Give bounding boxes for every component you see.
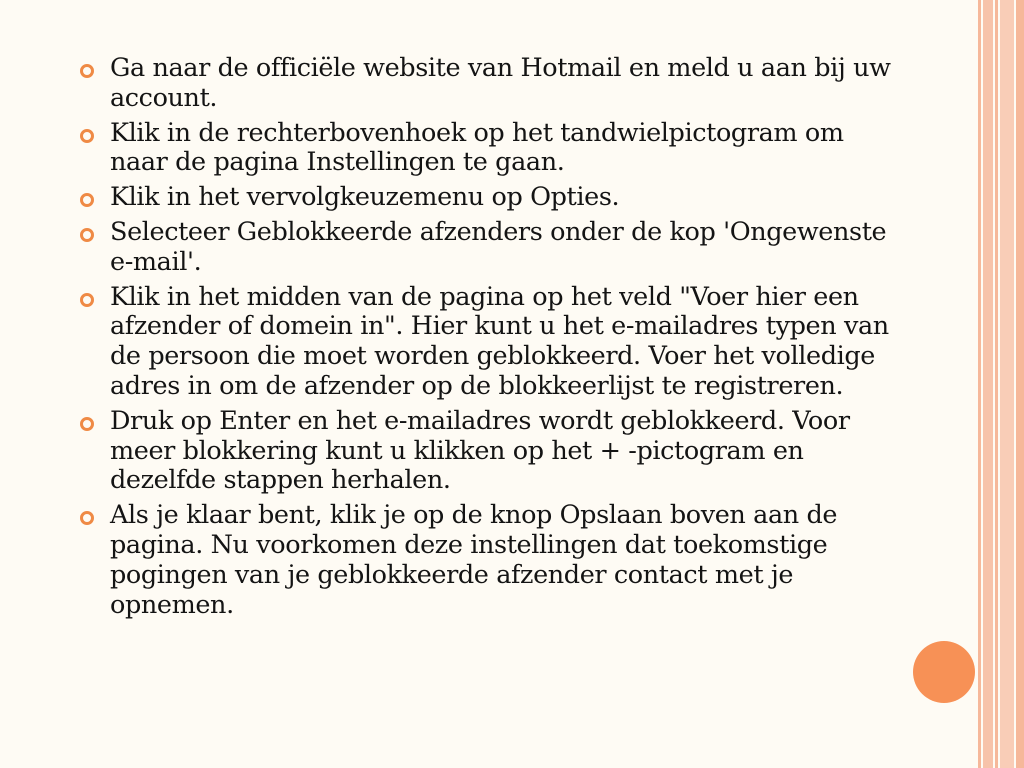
- ring-bullet-icon: [80, 293, 94, 307]
- ring-bullet-icon: [80, 64, 94, 78]
- bullet-item: [78, 218, 898, 278]
- bullet-item: [78, 119, 898, 179]
- bullet-text: Klik in het vervolgkeuzemenu op Opties.: [110, 182, 620, 213]
- bullet-text: Selecteer Geblokkeerde afzenders onder de kop 'Ongewenste e-mail'.: [110, 216, 887, 277]
- ring-bullet-icon: [80, 193, 94, 207]
- decorative-stripe: [983, 0, 993, 768]
- bullet-text: Als je klaar bent, klik je op de knop Opslaan boven aan de pagina. Nu voorkomen deze instellingen dat toekomstige pogingen van je geblokkeerde afzender contact met je opnemen.: [110, 500, 838, 620]
- bullet-item: [78, 407, 898, 496]
- accent-circle: [913, 641, 975, 703]
- bullet-item: [78, 54, 898, 114]
- ring-bullet-icon: [80, 228, 94, 242]
- ring-bullet-icon: [80, 417, 94, 431]
- ring-bullet-icon: [80, 129, 94, 143]
- bullet-text: Ga naar de officiële website van Hotmail en meld u aan bij uw account.: [110, 53, 891, 113]
- bullet-text: Klik in de rechterbovenhoek op het tandwielpictogram om naar de pagina Instellingen te gaan.: [110, 117, 844, 178]
- bullet-text: Klik in het midden van de pagina op het veld "Voer hier een afzender of domein in". Hier kunt u het e-mailadres typen van de persoon die moet worden geblokkeerd. Voer het volledige adres in om de afzender op de blokkeerlijst te registreren.: [110, 281, 889, 401]
- ring-bullet-icon: [80, 511, 94, 525]
- bullet-item: [78, 283, 898, 402]
- bullet-list: [78, 54, 898, 625]
- bullet-item: [78, 501, 898, 620]
- bullet-text: Druk op Enter en het e-mailadres wordt geblokkeerd. Voor meer blokkering kunt u klikken op het + -pictogram en dezelfde stappen herhalen.: [110, 405, 850, 496]
- bullet-item: [78, 183, 898, 213]
- decorative-stripe: [1016, 0, 1024, 768]
- decorative-stripe: [995, 0, 998, 768]
- decorative-stripe: [1000, 0, 1014, 768]
- decorative-stripe: [978, 0, 981, 768]
